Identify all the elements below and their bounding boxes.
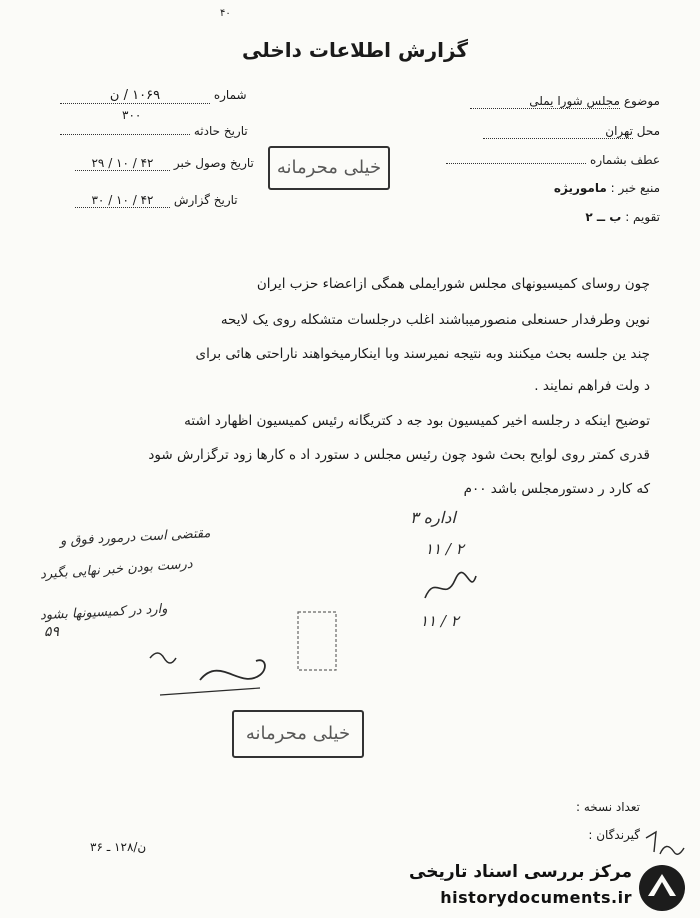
stamp-text: خیلی محرمانه bbox=[245, 723, 351, 744]
handwritten-note: مقتضی است درمورد فوق و bbox=[59, 526, 211, 549]
subject-field bbox=[470, 94, 660, 109]
source-label: منبع خبر : bbox=[610, 181, 660, 195]
number-field bbox=[60, 88, 247, 104]
assessment-field bbox=[541, 210, 660, 224]
classification-stamp-bottom bbox=[232, 710, 364, 758]
body-line: د ولت فراهم نمایند . bbox=[534, 378, 650, 394]
body-line: قدری کمتر روی لوایح بحث شود چون رئیس مجلس د ستورد اد ه کارها زود ترگزارش شود bbox=[148, 447, 650, 463]
margin-scribble bbox=[640, 826, 690, 866]
number-sub: ۳۰۰ bbox=[122, 108, 142, 122]
source-field bbox=[507, 181, 660, 195]
receive-date-label: تاریخ وصول خبر bbox=[173, 156, 254, 170]
place-label: محل bbox=[636, 124, 660, 138]
receive-date-field bbox=[75, 156, 254, 171]
handwritten-note: درست بودن خبر نهایی بگیرد bbox=[39, 556, 194, 583]
handwritten-note: وارد در کمیسیونها بشود bbox=[39, 601, 168, 624]
document-title: گزارش اطلاعات داخلی bbox=[241, 38, 469, 62]
archive-logo-icon bbox=[636, 862, 690, 914]
report-date-field bbox=[75, 193, 238, 208]
incident-date-field bbox=[60, 124, 248, 138]
signature-scribble bbox=[420, 568, 480, 608]
copies-field: تعداد نسخه : bbox=[575, 800, 640, 814]
number-label: شماره bbox=[213, 88, 247, 102]
report-date-value: ۴۲ / ۱۰ / ۳۰ bbox=[75, 193, 170, 208]
report-date-label: تاریخ گزارش bbox=[173, 193, 238, 207]
recipients-field: گیرندگان : bbox=[588, 828, 640, 842]
subject-label: موضوع bbox=[623, 94, 660, 108]
reference-field bbox=[446, 153, 660, 167]
source-value: ماموریژه bbox=[553, 181, 607, 195]
signature-dept: اداره ۳ bbox=[410, 508, 456, 527]
subject-value: مجلس شورا یملی bbox=[470, 94, 620, 109]
assessment-value: ب ــ ۲ bbox=[585, 210, 622, 224]
receive-date-value: ۴۲ / ۱۰ / ۲۹ bbox=[75, 156, 170, 171]
incident-date-label: تاریخ حادثه bbox=[193, 124, 248, 138]
reference-label: عطف بشماره bbox=[590, 153, 660, 167]
body-line: توضیح اینکه د رجلسه اخیر کمیسیون بود جه د کتریگانه رئیس کمیسیون اظهارد اشته bbox=[184, 413, 650, 429]
body-line: چند ین جلسه بحث میکنند وبه نتیجه نمیرسند وبا اینکارمیخواهند ناراحتی هائی برای bbox=[195, 346, 650, 362]
body-line: چون روسای کمیسیونهای مجلس شورایملی همگی ازاعضاء حزب ایران bbox=[256, 276, 650, 292]
signature-date-1: ۱۱ / ۲ bbox=[425, 540, 464, 558]
vertical-stamp-mark bbox=[290, 606, 350, 676]
page-number: ۴۰ bbox=[220, 8, 231, 19]
watermark-url: historydocuments.ir bbox=[440, 888, 632, 907]
handwritten-note-number: ۵۹ bbox=[44, 624, 60, 640]
watermark-org-name: مرکز بررسی اسناد تاریخی bbox=[409, 862, 632, 882]
signature-date-2: ۱۱ / ۲ bbox=[420, 612, 459, 630]
place-field bbox=[483, 124, 660, 139]
body-line: که کارد ر دستورمجلس باشد ۰۰م bbox=[463, 481, 650, 497]
assessment-label: تقویم : bbox=[625, 210, 660, 224]
form-code: ن/۱۲۸ ـ ۳۶ bbox=[90, 840, 147, 854]
stamp-text: خیلی محرمانه bbox=[276, 157, 382, 178]
number-value: ۱۰۶۹ / ن bbox=[60, 88, 210, 104]
classification-stamp-top bbox=[268, 146, 390, 190]
body-line: نوین وطرفدار حسنعلی منصورمیباشند اغلب درجلسات متشکله روی یک لایحه bbox=[220, 312, 650, 328]
initials-signature bbox=[140, 640, 280, 700]
place-value: تهران bbox=[483, 124, 633, 139]
